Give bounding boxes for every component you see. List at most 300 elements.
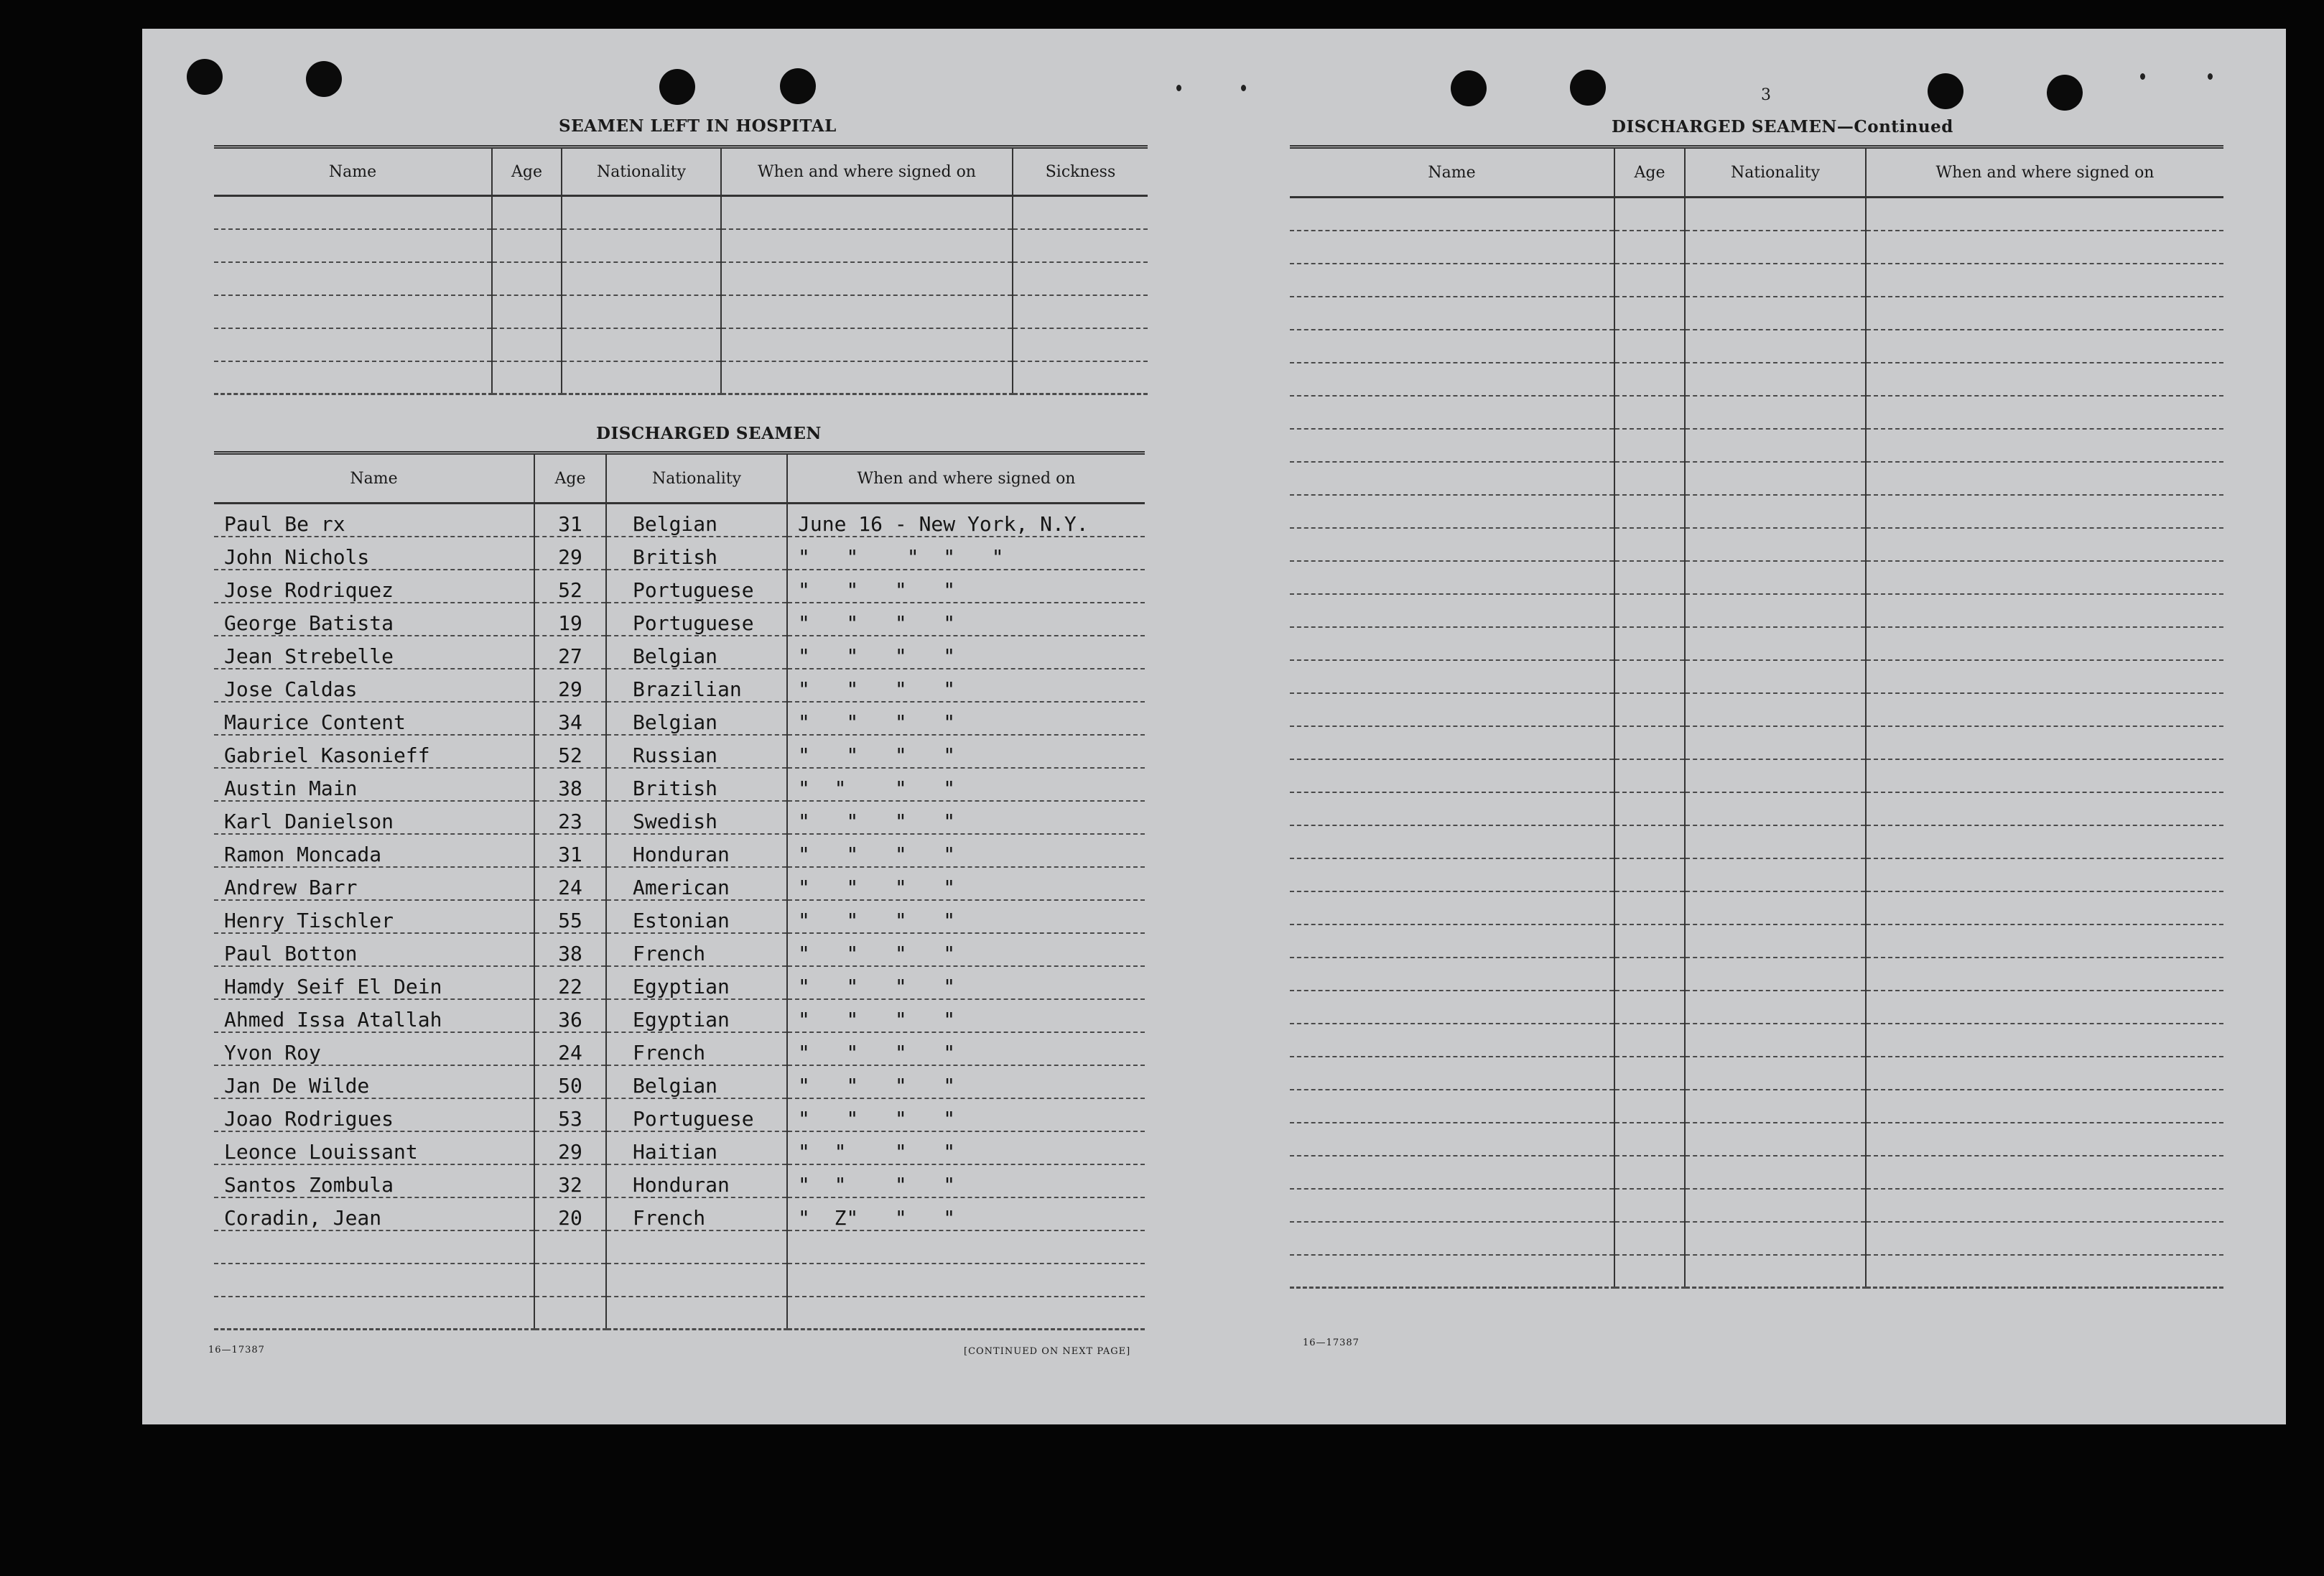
seaman-nationality: French xyxy=(606,1032,787,1065)
blank-cell xyxy=(787,1297,1145,1330)
blank-cell xyxy=(1866,924,2223,958)
blank-cell xyxy=(1685,958,1866,991)
punch-hole xyxy=(1928,73,1963,109)
blank-cell xyxy=(1866,396,2223,429)
continued-blank-row xyxy=(1290,627,2223,660)
punch-hole xyxy=(659,69,695,105)
blank-cell xyxy=(1866,1090,2223,1123)
seaman-name: Jean Strebelle xyxy=(214,636,534,669)
seaman-age: 32 xyxy=(534,1164,606,1197)
seaman-signed-on: " " " " xyxy=(787,966,1145,999)
discharged-blank-row xyxy=(214,1230,1145,1264)
blank-cell xyxy=(1685,429,1866,462)
blank-cell xyxy=(1614,1255,1685,1288)
seaman-nationality: Brazilian xyxy=(606,669,787,702)
blank-cell xyxy=(562,295,721,328)
seaman-signed-on: " " " " xyxy=(787,1065,1145,1098)
blank-cell xyxy=(1866,231,2223,264)
seaman-nationality: Portuguese xyxy=(606,1098,787,1131)
blank-cell xyxy=(562,328,721,361)
blank-cell xyxy=(1685,264,1866,297)
blank-cell xyxy=(562,196,721,229)
discharged-header-when: When and where signed on xyxy=(787,453,1145,504)
continued-blank-row xyxy=(1290,462,2223,495)
seaman-name: Leonce Louissant xyxy=(214,1131,534,1164)
discharged-row xyxy=(214,1197,1145,1230)
seaman-signed-on: " " " " " xyxy=(787,537,1145,570)
blank-cell xyxy=(1685,858,1866,891)
continued-blank-row xyxy=(1290,330,2223,363)
blank-cell xyxy=(1013,229,1148,262)
seaman-name: Maurice Content xyxy=(214,702,534,735)
seaman-signed-on: " " " " xyxy=(787,735,1145,768)
seaman-signed-on: " " " " xyxy=(787,702,1145,735)
blank-cell xyxy=(1866,858,2223,891)
paper-speck xyxy=(2140,73,2145,80)
blank-cell xyxy=(1685,693,1866,726)
blank-cell xyxy=(606,1264,787,1297)
seaman-age: 27 xyxy=(534,636,606,669)
blank-cell xyxy=(1013,361,1148,394)
continued-blank-row xyxy=(1290,1057,2223,1090)
blank-cell xyxy=(787,1264,1145,1297)
seaman-age: 52 xyxy=(534,735,606,768)
blank-cell xyxy=(1290,891,1614,924)
seaman-nationality: French xyxy=(606,933,787,966)
punch-hole xyxy=(780,68,816,104)
seaman-name: Andrew Barr xyxy=(214,867,534,900)
blank-cell xyxy=(1866,1123,2223,1156)
hospital-header-sickness: Sickness xyxy=(1013,147,1148,196)
blank-cell xyxy=(1290,1189,1614,1222)
discharged-row xyxy=(214,1164,1145,1197)
discharged-row xyxy=(214,636,1145,669)
blank-cell xyxy=(1614,1189,1685,1222)
blank-cell xyxy=(1866,693,2223,726)
blank-cell xyxy=(1290,594,1614,627)
blank-cell xyxy=(1614,396,1685,429)
continued-blank-row xyxy=(1290,561,2223,594)
blank-cell xyxy=(1614,1024,1685,1057)
seaman-name: Santos Zombula xyxy=(214,1164,534,1197)
continued-blank-row xyxy=(1290,1222,2223,1255)
blank-cell xyxy=(534,1264,606,1297)
blank-cell xyxy=(1290,1255,1614,1288)
continued-blank-row xyxy=(1290,958,2223,991)
blank-cell xyxy=(1614,1222,1685,1255)
blank-cell xyxy=(721,328,1013,361)
discharged-row xyxy=(214,702,1145,735)
seaman-signed-on: " " " " xyxy=(787,999,1145,1032)
seaman-name: Austin Main xyxy=(214,768,534,801)
hospital-header-nationality: Nationality xyxy=(562,147,721,196)
blank-cell xyxy=(1866,198,2223,231)
hospital-header-when: When and where signed on xyxy=(721,147,1013,196)
blank-cell xyxy=(787,1230,1145,1264)
seaman-nationality: Russian xyxy=(606,735,787,768)
blank-cell xyxy=(492,229,562,262)
blank-cell xyxy=(1290,1156,1614,1189)
blank-cell xyxy=(1866,627,2223,660)
seaman-name: Ramon Moncada xyxy=(214,834,534,867)
blank-cell xyxy=(1685,726,1866,759)
seaman-signed-on: June 16 - New York, N.Y. xyxy=(787,504,1145,537)
seaman-age: 29 xyxy=(534,537,606,570)
blank-cell xyxy=(1866,958,2223,991)
seaman-name: Jose Rodriquez xyxy=(214,570,534,603)
hospital-blank-row xyxy=(214,328,1148,361)
discharged-header-age: Age xyxy=(534,453,606,504)
blank-cell xyxy=(1614,693,1685,726)
seaman-signed-on: " " " " xyxy=(787,1098,1145,1131)
blank-cell xyxy=(492,196,562,229)
blank-cell xyxy=(1614,924,1685,958)
seaman-nationality: Portuguese xyxy=(606,603,787,636)
blank-cell xyxy=(1290,924,1614,958)
discharged-row xyxy=(214,1098,1145,1131)
discharged-blank-row xyxy=(214,1264,1145,1297)
discharged-row xyxy=(214,735,1145,768)
continued-blank-row xyxy=(1290,792,2223,825)
blank-cell xyxy=(1290,693,1614,726)
continued-blank-row xyxy=(1290,726,2223,759)
blank-cell xyxy=(1614,792,1685,825)
seaman-signed-on: " " " " xyxy=(787,801,1145,834)
blank-cell xyxy=(1866,330,2223,363)
blank-cell xyxy=(1614,1156,1685,1189)
blank-cell xyxy=(1866,297,2223,330)
seaman-signed-on: " " " " xyxy=(787,834,1145,867)
blank-cell xyxy=(1290,330,1614,363)
blank-cell xyxy=(562,229,721,262)
seaman-nationality: American xyxy=(606,867,787,900)
seaman-name: Gabriel Kasonieff xyxy=(214,735,534,768)
continued-blank-row xyxy=(1290,528,2223,561)
blank-cell xyxy=(1685,1024,1866,1057)
seaman-signed-on: " " " " xyxy=(787,603,1145,636)
continued-header-name: Name xyxy=(1290,147,1614,198)
seaman-signed-on: " " " " xyxy=(787,669,1145,702)
seaman-signed-on: " " " " xyxy=(787,1164,1145,1197)
blank-cell xyxy=(1866,891,2223,924)
seaman-age: 24 xyxy=(534,1032,606,1065)
seaman-nationality: Swedish xyxy=(606,801,787,834)
seaman-name: Joao Rodrigues xyxy=(214,1098,534,1131)
seaman-age: 53 xyxy=(534,1098,606,1131)
blank-cell xyxy=(1290,825,1614,858)
blank-cell xyxy=(1290,1123,1614,1156)
blank-cell xyxy=(1290,561,1614,594)
seaman-age: 38 xyxy=(534,933,606,966)
hospital-section-title: SEAMEN LEFT IN HOSPITAL xyxy=(559,116,837,136)
blank-cell xyxy=(1866,1057,2223,1090)
seaman-age: 31 xyxy=(534,834,606,867)
seaman-nationality: Belgian xyxy=(606,504,787,537)
seaman-signed-on: " " " " xyxy=(787,768,1145,801)
continued-section-title: DISCHARGED SEAMEN—Continued xyxy=(1612,117,1953,136)
blank-cell xyxy=(1685,462,1866,495)
continued-header-when: When and where signed on xyxy=(1866,147,2223,198)
seaman-nationality: British xyxy=(606,768,787,801)
continued-blank-row xyxy=(1290,891,2223,924)
paper-speck xyxy=(1176,85,1181,91)
discharged-row xyxy=(214,504,1145,537)
blank-cell xyxy=(1290,495,1614,528)
blank-cell xyxy=(1685,594,1866,627)
blank-cell xyxy=(1290,231,1614,264)
blank-cell xyxy=(1614,825,1685,858)
blank-cell xyxy=(1013,328,1148,361)
seaman-name: George Batista xyxy=(214,603,534,636)
discharged-header-nationality: Nationality xyxy=(606,453,787,504)
blank-cell xyxy=(562,361,721,394)
seaman-nationality: British xyxy=(606,537,787,570)
continued-blank-row xyxy=(1290,693,2223,726)
right-form-number: 16—17387 xyxy=(1303,1338,1359,1348)
blank-cell xyxy=(1614,495,1685,528)
blank-cell xyxy=(1685,561,1866,594)
seaman-nationality: Honduran xyxy=(606,1164,787,1197)
blank-cell xyxy=(1290,858,1614,891)
blank-cell xyxy=(1290,1090,1614,1123)
blank-cell xyxy=(721,229,1013,262)
punch-hole xyxy=(2047,75,2083,111)
seaman-name: Hamdy Seif El Dein xyxy=(214,966,534,999)
hospital-blank-row xyxy=(214,295,1148,328)
blank-cell xyxy=(1290,1057,1614,1090)
blank-cell xyxy=(1614,297,1685,330)
hospital-blank-row xyxy=(214,229,1148,262)
discharged-row xyxy=(214,933,1145,966)
blank-cell xyxy=(1685,1189,1866,1222)
blank-cell xyxy=(1290,759,1614,792)
blank-cell xyxy=(1614,627,1685,660)
seaman-nationality: Belgian xyxy=(606,702,787,735)
discharged-row xyxy=(214,966,1145,999)
blank-cell xyxy=(606,1297,787,1330)
blank-cell xyxy=(214,1230,534,1264)
blank-cell xyxy=(1614,528,1685,561)
hospital-blank-row xyxy=(214,262,1148,295)
blank-cell xyxy=(1290,991,1614,1024)
blank-cell xyxy=(1866,528,2223,561)
blank-cell xyxy=(214,328,492,361)
blank-cell xyxy=(1013,196,1148,229)
blank-cell xyxy=(1614,594,1685,627)
blank-cell xyxy=(1614,462,1685,495)
seaman-name: John Nichols xyxy=(214,537,534,570)
continued-blank-row xyxy=(1290,1024,2223,1057)
blank-cell xyxy=(1685,1156,1866,1189)
punch-hole xyxy=(306,61,342,97)
blank-cell xyxy=(1866,561,2223,594)
seaman-age: 31 xyxy=(534,504,606,537)
continued-header-age: Age xyxy=(1614,147,1685,198)
blank-cell xyxy=(1614,858,1685,891)
continued-blank-row xyxy=(1290,594,2223,627)
continued-header-nationality: Nationality xyxy=(1685,147,1866,198)
blank-cell xyxy=(1685,1222,1866,1255)
blank-cell xyxy=(721,361,1013,394)
blank-cell xyxy=(1290,462,1614,495)
continued-blank-row xyxy=(1290,1156,2223,1189)
blank-cell xyxy=(1685,759,1866,792)
seaman-name: Paul Be rx xyxy=(214,504,534,537)
blank-cell xyxy=(1614,264,1685,297)
blank-cell xyxy=(1685,1057,1866,1090)
seaman-nationality: Haitian xyxy=(606,1131,787,1164)
discharged-section-title: DISCHARGED SEAMEN xyxy=(596,424,822,443)
blank-cell xyxy=(214,1297,534,1330)
seaman-age: 52 xyxy=(534,570,606,603)
blank-cell xyxy=(1614,660,1685,693)
seaman-age: 29 xyxy=(534,669,606,702)
continued-blank-row xyxy=(1290,396,2223,429)
blank-cell xyxy=(721,262,1013,295)
blank-cell xyxy=(492,295,562,328)
blank-cell xyxy=(1614,561,1685,594)
seaman-nationality: Egyptian xyxy=(606,999,787,1032)
seaman-signed-on: " " " " xyxy=(787,636,1145,669)
blank-cell xyxy=(1685,1123,1866,1156)
blank-cell xyxy=(1866,264,2223,297)
blank-cell xyxy=(1290,627,1614,660)
blank-cell xyxy=(1290,396,1614,429)
punch-hole xyxy=(1570,70,1606,106)
blank-cell xyxy=(1290,297,1614,330)
continued-blank-row xyxy=(1290,495,2223,528)
seaman-age: 23 xyxy=(534,801,606,834)
seaman-name: Karl Danielson xyxy=(214,801,534,834)
blank-cell xyxy=(1290,363,1614,396)
continued-blank-row xyxy=(1290,231,2223,264)
continued-blank-row xyxy=(1290,264,2223,297)
blank-cell xyxy=(721,295,1013,328)
discharged-row xyxy=(214,834,1145,867)
continued-blank-row xyxy=(1290,1090,2223,1123)
blank-cell xyxy=(214,196,492,229)
seaman-age: 24 xyxy=(534,867,606,900)
discharged-row xyxy=(214,768,1145,801)
blank-cell xyxy=(1866,429,2223,462)
blank-cell xyxy=(1614,1123,1685,1156)
discharged-table xyxy=(214,451,1145,1330)
seaman-age: 38 xyxy=(534,768,606,801)
discharged-row xyxy=(214,801,1145,834)
punch-hole xyxy=(187,59,223,95)
blank-cell xyxy=(1013,262,1148,295)
blank-cell xyxy=(1614,363,1685,396)
continued-blank-row xyxy=(1290,1123,2223,1156)
seaman-age: 50 xyxy=(534,1065,606,1098)
continued-blank-row xyxy=(1290,1255,2223,1288)
blank-cell xyxy=(1866,1156,2223,1189)
paper-speck xyxy=(2208,73,2213,80)
blank-cell xyxy=(1866,1255,2223,1288)
blank-cell xyxy=(1685,891,1866,924)
continued-blank-row xyxy=(1290,1189,2223,1222)
continued-blank-row xyxy=(1290,363,2223,396)
blank-cell xyxy=(1866,759,2223,792)
blank-cell xyxy=(1290,660,1614,693)
blank-cell xyxy=(1685,660,1866,693)
blank-cell xyxy=(1866,660,2223,693)
continued-note: [CONTINUED ON NEXT PAGE] xyxy=(964,1346,1131,1357)
blank-cell xyxy=(1866,462,2223,495)
blank-cell xyxy=(1866,726,2223,759)
continued-blank-row xyxy=(1290,991,2223,1024)
blank-cell xyxy=(1290,528,1614,561)
seaman-name: Jan De Wilde xyxy=(214,1065,534,1098)
seaman-name: Coradin, Jean xyxy=(214,1197,534,1230)
blank-cell xyxy=(1685,363,1866,396)
blank-cell xyxy=(562,262,721,295)
blank-cell xyxy=(214,229,492,262)
seaman-nationality: Estonian xyxy=(606,900,787,933)
blank-cell xyxy=(1290,198,1614,231)
seaman-age: 55 xyxy=(534,900,606,933)
blank-cell xyxy=(1866,1222,2223,1255)
continued-blank-row xyxy=(1290,825,2223,858)
hospital-header-name: Name xyxy=(214,147,492,196)
blank-cell xyxy=(214,1264,534,1297)
seaman-nationality: Portuguese xyxy=(606,570,787,603)
blank-cell xyxy=(1685,297,1866,330)
blank-cell xyxy=(1614,1090,1685,1123)
seaman-age: 29 xyxy=(534,1131,606,1164)
document-page xyxy=(142,29,2286,1424)
continued-table xyxy=(1290,145,2223,1289)
discharged-row xyxy=(214,603,1145,636)
seaman-age: 20 xyxy=(534,1197,606,1230)
seaman-signed-on: " " " " xyxy=(787,933,1145,966)
continued-blank-row xyxy=(1290,924,2223,958)
continued-blank-row xyxy=(1290,297,2223,330)
blank-cell xyxy=(1614,958,1685,991)
blank-cell xyxy=(1685,396,1866,429)
blank-cell xyxy=(1685,1090,1866,1123)
blank-cell xyxy=(1685,231,1866,264)
seaman-signed-on: " Z" " " xyxy=(787,1197,1145,1230)
blank-cell xyxy=(1866,1024,2223,1057)
blank-cell xyxy=(1866,594,2223,627)
seaman-age: 22 xyxy=(534,966,606,999)
blank-cell xyxy=(1685,330,1866,363)
blank-cell xyxy=(1290,264,1614,297)
blank-cell xyxy=(1866,825,2223,858)
left-form-number: 16—17387 xyxy=(208,1345,265,1355)
blank-cell xyxy=(1685,924,1866,958)
seaman-nationality: Belgian xyxy=(606,636,787,669)
blank-cell xyxy=(1290,1222,1614,1255)
discharged-row xyxy=(214,900,1145,933)
hospital-blank-row xyxy=(214,361,1148,394)
seaman-signed-on: " " " " xyxy=(787,867,1145,900)
blank-cell xyxy=(721,196,1013,229)
blank-cell xyxy=(1290,726,1614,759)
blank-cell xyxy=(1614,759,1685,792)
seaman-age: 36 xyxy=(534,999,606,1032)
blank-cell xyxy=(1685,528,1866,561)
blank-cell xyxy=(492,328,562,361)
seaman-name: Yvon Roy xyxy=(214,1032,534,1065)
blank-cell xyxy=(1685,991,1866,1024)
blank-cell xyxy=(1866,495,2223,528)
blank-cell xyxy=(1866,1189,2223,1222)
blank-cell xyxy=(1614,198,1685,231)
seaman-name: Ahmed Issa Atallah xyxy=(214,999,534,1032)
seaman-name: Jose Caldas xyxy=(214,669,534,702)
